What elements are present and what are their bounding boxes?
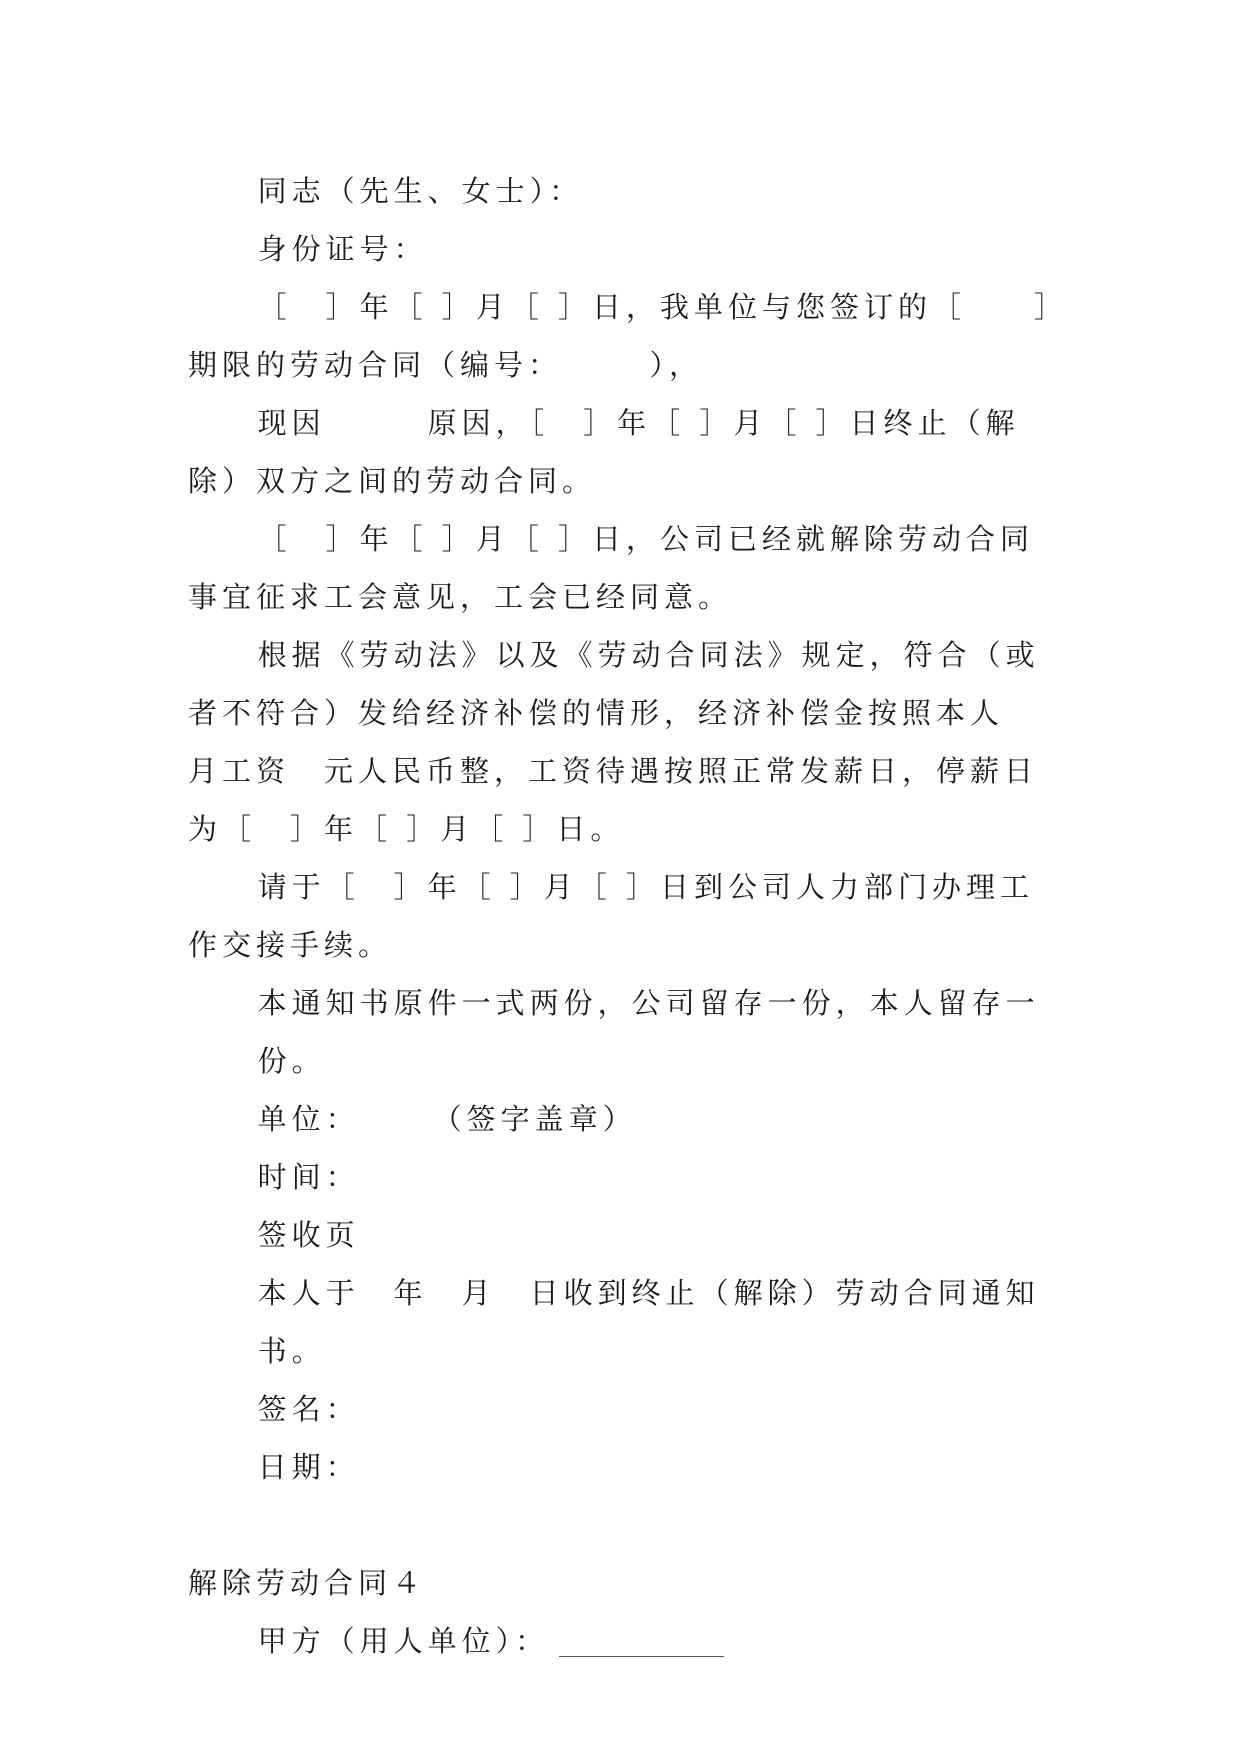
unit-signature-line: 单位： （签字盖章） [257, 1102, 637, 1136]
contract-paragraph: ［ ］年［ ］月［ ］日，我单位与您签订的［ ］期限的劳动合同（编号： ）， [188, 290, 1054, 382]
addressee-line: 同志（先生、女士）： [257, 174, 584, 208]
termination-reason-paragraph: 现因 原因，［ ］年［ ］月［ ］日终止（解除）双方之间的劳动合同。 [188, 406, 1020, 498]
document-body [188, 162, 1058, 1670]
party-a-line [188, 1612, 1058, 1670]
party-a-blank-underline [559, 1656, 724, 1657]
date-line: 日期： [257, 1450, 360, 1484]
time-line: 时间： [257, 1160, 360, 1194]
receipt-title: 签收页 [257, 1218, 360, 1252]
receipt-text: 本人于 年 月 日收到终止（解除）劳动合同通知书。 [257, 1276, 1040, 1368]
signature-line: 签名： [257, 1392, 360, 1426]
party-a-label: 甲方（用人单位）： [257, 1624, 550, 1658]
handover-paragraph: 请于［ ］年［ ］月［ ］日到公司人力部门办理工作交接手续。 [188, 870, 1035, 962]
id-number-line: 身份证号： [257, 232, 428, 266]
copies-line: 本通知书原件一式两份，公司留存一份，本人留存一份。 [257, 986, 1040, 1078]
compensation-paragraph: 根据《劳动法》以及《劳动合同法》规定，符合（或者不符合）发给经济补偿的情形，经济补偿金按照本人 月工资 元人民币整，工资待遇按照正常发薪日，停薪日为［ ］年［ ］月［ ］日。 [188, 638, 1040, 846]
blank-spacer [188, 1496, 1058, 1554]
section-title: 解除劳动合同４ [188, 1566, 427, 1600]
union-consultation-paragraph: ［ ］年［ ］月［ ］日，公司已经就解除劳动合同事宜征求工会意见，工会已经同意。 [188, 522, 1035, 614]
